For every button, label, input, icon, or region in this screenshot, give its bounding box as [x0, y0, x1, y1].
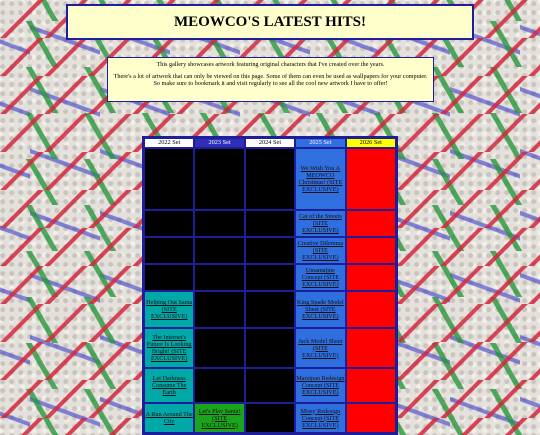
gallery-cell-empty — [246, 369, 294, 402]
gallery-row — [145, 211, 395, 236]
gallery-row — [145, 265, 395, 290]
artwork-link[interactable]: The Internet's Future Is Looking Bright! (SITE EXCLUSIVE) — [146, 334, 192, 362]
artwork-link[interactable]: Creative Dilemma (SITE EXCLUSIVE) — [297, 240, 344, 261]
gallery-cell-empty — [246, 149, 294, 209]
gallery-cell-empty — [195, 292, 243, 327]
gallery-cell-empty — [145, 265, 193, 290]
intro-text-2: There's a lot of artwork that can only be viewed on this page. Some of them can even be used as wallpapers for your computer. So make sure to bookmark it and visit regularly to see all the cool new artwork I have to offer! — [113, 73, 428, 87]
gallery-cell-empty — [246, 329, 294, 367]
gallery-cell-empty — [195, 149, 243, 209]
artwork-link[interactable]: We Wish You A MEOWCO Christmas! (SITE EXCLUSIVE) — [298, 165, 343, 193]
gallery-cell-empty — [195, 238, 243, 263]
header-2025-set: 2025 Set — [296, 139, 344, 147]
artwork-link[interactable]: Umamajine Concept (SITE EXCLUSIVE) — [301, 267, 340, 288]
gallery-cell-empty — [195, 329, 243, 367]
artwork-link[interactable]: Cat of the Streets (SITE EXCLUSIVE) — [298, 213, 342, 234]
artwork-link[interactable]: Helping Out Santa (SITE EXCLUSIVE) — [146, 299, 193, 320]
gallery-row — [145, 238, 395, 263]
gallery-cell-2026-empty — [347, 404, 395, 432]
gallery-cell-2026-empty — [347, 369, 395, 402]
intro-box — [107, 57, 434, 102]
gallery-cell-empty — [246, 292, 294, 327]
gallery-row — [145, 369, 395, 402]
gallery-row — [145, 292, 395, 327]
artwork-link[interactable]: Jack Model Sheet (SITE EXCLUSIVE) — [298, 337, 343, 359]
artwork-link[interactable]: Let Darkness Consume The Earth — [151, 375, 187, 396]
gallery-cell — [145, 292, 193, 327]
artwork-link[interactable]: Missy Redesign Concept (SITE EXCLUSIVE) — [300, 407, 341, 429]
gallery-cell — [145, 404, 193, 432]
gallery-cell — [195, 404, 243, 432]
gallery-cell-empty — [145, 211, 193, 236]
gallery-row — [145, 404, 395, 432]
gallery-cell — [296, 265, 344, 290]
gallery-cell-empty — [246, 238, 294, 263]
page-title: MEOWCO'S LATEST HITS! — [174, 13, 366, 30]
gallery-cell — [145, 329, 193, 367]
gallery-cell-empty — [195, 265, 243, 290]
gallery-cell — [296, 292, 344, 327]
gallery-cell-2026-empty — [347, 211, 395, 236]
header-2026-set: 2026 Set — [347, 139, 395, 147]
header-2023-set: 2023 Set — [195, 139, 243, 147]
title-banner — [66, 4, 474, 40]
artwork-link[interactable]: Marzipan Redesign Concept (SITE EXCLUSIVE) — [296, 375, 345, 396]
gallery-cell — [145, 369, 193, 402]
artwork-link[interactable]: Let's Play Santa! (SITE EXCLUSIVE) — [198, 407, 241, 429]
gallery-cell-empty — [145, 149, 193, 209]
gallery-row — [145, 149, 395, 209]
gallery-table — [142, 136, 398, 435]
gallery-cell — [296, 329, 344, 367]
gallery-row — [145, 329, 395, 367]
gallery-cell-2026-empty — [347, 149, 395, 209]
gallery-cell-empty — [246, 265, 294, 290]
header-2022-set: 2022 Set — [145, 139, 193, 147]
gallery-cell — [296, 404, 344, 432]
gallery-cell — [296, 149, 344, 209]
gallery-cell-empty — [145, 238, 193, 263]
gallery-cell-empty — [195, 211, 243, 236]
gallery-cell-2026-empty — [347, 238, 395, 263]
intro-text-1: This gallery showcases artwork featuring original characters that I've created over the years. — [156, 61, 385, 68]
gallery-cell — [296, 369, 344, 402]
gallery-cell-empty — [195, 369, 243, 402]
gallery-cell-empty — [246, 404, 294, 432]
gallery-cell — [296, 238, 344, 263]
gallery-body — [145, 149, 395, 432]
artwork-link[interactable]: King Spade Model Sheet (SITE EXCLUSIVE) — [296, 299, 344, 320]
gallery-cell-empty — [246, 211, 294, 236]
gallery-cell-2026-empty — [347, 292, 395, 327]
gallery-header-row — [145, 139, 395, 147]
gallery-cell-2026-empty — [347, 329, 395, 367]
header-2024-set: 2024 Set — [246, 139, 294, 147]
artwork-link[interactable]: A Run Around The City — [145, 411, 193, 425]
gallery-cell-2026-empty — [347, 265, 395, 290]
gallery-cell — [296, 211, 344, 236]
